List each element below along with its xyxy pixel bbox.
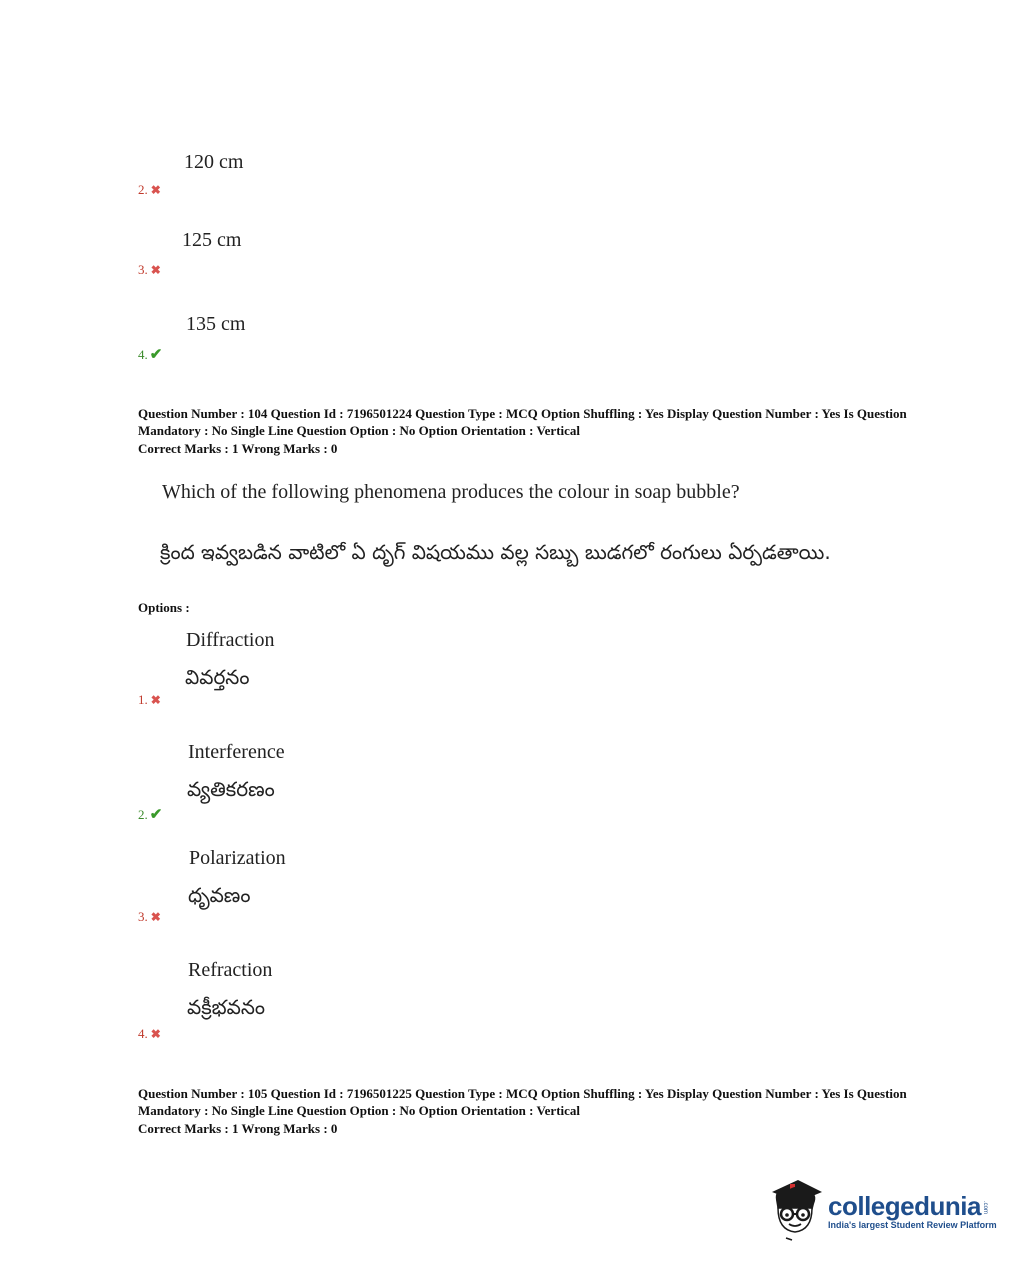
option-text-english: Interference: [188, 741, 285, 763]
option-number-label: 4.: [138, 1026, 148, 1041]
option-number-wrong: [138, 909, 161, 925]
cross-icon: ✖: [150, 910, 161, 924]
cross-icon: ✖: [150, 693, 161, 707]
question-text-english: Which of the following phenomena produces the colour in soap bubble?: [162, 481, 740, 503]
option-text: 125 cm: [182, 229, 242, 251]
option-text-telugu: ధృవణం: [188, 883, 251, 907]
question-meta: Question Number : 105 Question Id : 7196501225 Question Type : MCQ Option Shuffling : Yes Display Question Number : Yes Is Question Mandatory : No Single Line Question Option : No Option Orientation : Vertical: [138, 1086, 907, 1118]
option-number-wrong: [138, 692, 161, 708]
option-number-label: 4.: [138, 347, 148, 362]
logo-name: collegedunia: [828, 1190, 981, 1221]
option-number-correct: [138, 805, 162, 824]
option-number-wrong: [138, 182, 161, 198]
checkmark-icon: ✔: [149, 347, 163, 363]
logo-tagline: India's largest Student Review Platform: [828, 1219, 997, 1230]
option-text: 135 cm: [186, 313, 246, 335]
option-text-english: Diffraction: [186, 629, 275, 651]
option-text-english: Polarization: [189, 847, 286, 869]
option-text-english: Refraction: [188, 959, 273, 981]
option-number-correct: [138, 345, 162, 364]
question-marks: Correct Marks : 1 Wrong Marks : 0: [138, 1121, 338, 1136]
option-text: 120 cm: [184, 151, 244, 173]
question-meta: Question Number : 104 Question Id : 7196501224 Question Type : MCQ Option Shuffling : Yes Display Question Number : Yes Is Question Mandatory : No Single Line Question Option : No Option Orientation : Vertical: [138, 406, 907, 438]
option-number-label: 1.: [138, 692, 148, 707]
logo-suffix: .com: [981, 1201, 988, 1215]
question-marks: Correct Marks : 1 Wrong Marks : 0: [138, 441, 338, 456]
collegedunia-logo: [766, 1178, 997, 1242]
question-text-telugu: క్రింద ఇవ్వబడిన వాటిలో ఏ దృగ్ విషయము వల్ల సబ్బు బుడగలో రంగులు ఏర్పడతాయి.: [160, 540, 831, 564]
cross-icon: ✖: [150, 1027, 161, 1041]
option-number-label: 3.: [138, 909, 148, 924]
option-number-label: 2.: [138, 807, 148, 822]
option-number-wrong: [138, 262, 161, 278]
option-number-label: 2.: [138, 182, 148, 197]
cross-icon: ✖: [150, 263, 161, 277]
option-text-telugu: వ్యతికరణం: [187, 777, 275, 801]
option-text-telugu: వివర్తనం: [185, 665, 250, 689]
cross-icon: ✖: [150, 183, 161, 197]
option-number-wrong: [138, 1026, 161, 1042]
options-label: Options :: [138, 600, 190, 615]
option-text-telugu: వక్రీభవనం: [187, 995, 266, 1019]
checkmark-icon: ✔: [149, 807, 163, 823]
student-mascot-icon: [766, 1178, 824, 1242]
option-number-label: 3.: [138, 262, 148, 277]
